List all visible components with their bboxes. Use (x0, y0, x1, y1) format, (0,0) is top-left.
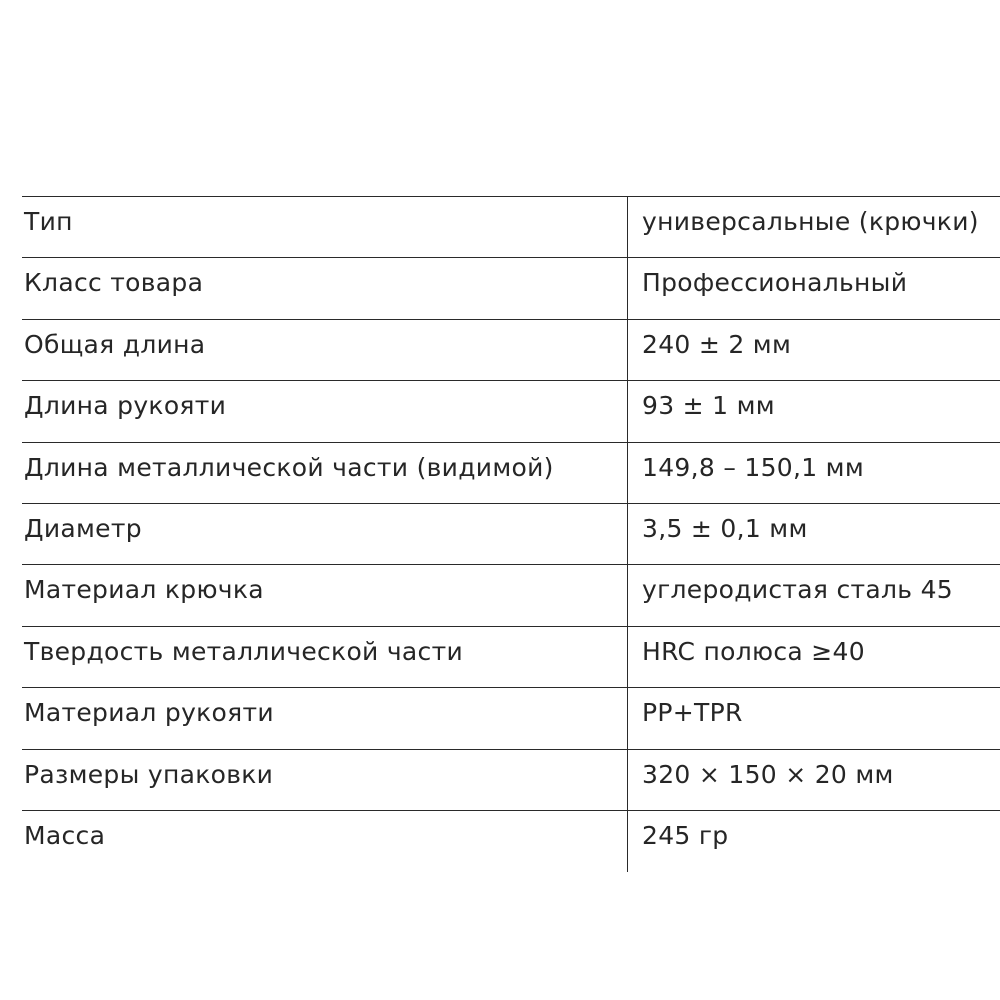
spec-label: Тип (24, 207, 73, 236)
spec-label: Материал рукояти (24, 698, 274, 728)
spec-label: Масса (24, 820, 106, 850)
table-row (22, 381, 1000, 442)
spec-label: Общая длина (24, 329, 206, 359)
table-row (22, 197, 1000, 258)
table-row (22, 688, 1000, 749)
spec-value: универсальные (крючки) (642, 207, 979, 236)
spec-label: Диаметр (24, 513, 142, 543)
column-divider (627, 443, 628, 505)
spec-label: Материал крючка (24, 575, 264, 605)
spec-table (22, 196, 1000, 872)
column-divider (627, 627, 628, 689)
column-divider (627, 688, 628, 750)
spec-value: 240 ± 2 мм (642, 329, 792, 359)
column-divider (627, 258, 628, 320)
spec-value: HRC полюса ≥40 (642, 636, 865, 666)
column-divider (627, 750, 628, 812)
spec-value: 149,8 – 150,1 мм (642, 452, 864, 482)
spec-value: 93 ± 1 мм (642, 391, 775, 421)
column-divider (627, 811, 628, 872)
table-row (22, 811, 1000, 872)
spec-label: Длина рукояти (24, 391, 227, 421)
spec-value: 3,5 ± 0,1 мм (642, 513, 808, 543)
table-row (22, 627, 1000, 688)
column-divider (627, 565, 628, 627)
table-row (22, 504, 1000, 565)
table-row (22, 750, 1000, 811)
spec-value: 245 гр (642, 820, 729, 850)
table-row (22, 258, 1000, 319)
spec-value: Профессиональный (642, 268, 908, 298)
spec-label: Размеры упаковки (24, 759, 274, 789)
column-divider (627, 320, 628, 382)
spec-value: PP+TPR (642, 698, 743, 728)
spec-value: углеродистая сталь 45 (642, 575, 953, 605)
table-row (22, 443, 1000, 504)
spec-label: Длина металлической части (видимой) (24, 452, 554, 482)
column-divider (627, 197, 628, 259)
table-row (22, 320, 1000, 381)
column-divider (627, 504, 628, 566)
spec-value: 320 × 150 × 20 мм (642, 759, 894, 789)
column-divider (627, 381, 628, 443)
spec-label: Твердость металлической части (24, 636, 463, 666)
spec-label: Класс товара (24, 268, 204, 298)
table-row (22, 565, 1000, 626)
